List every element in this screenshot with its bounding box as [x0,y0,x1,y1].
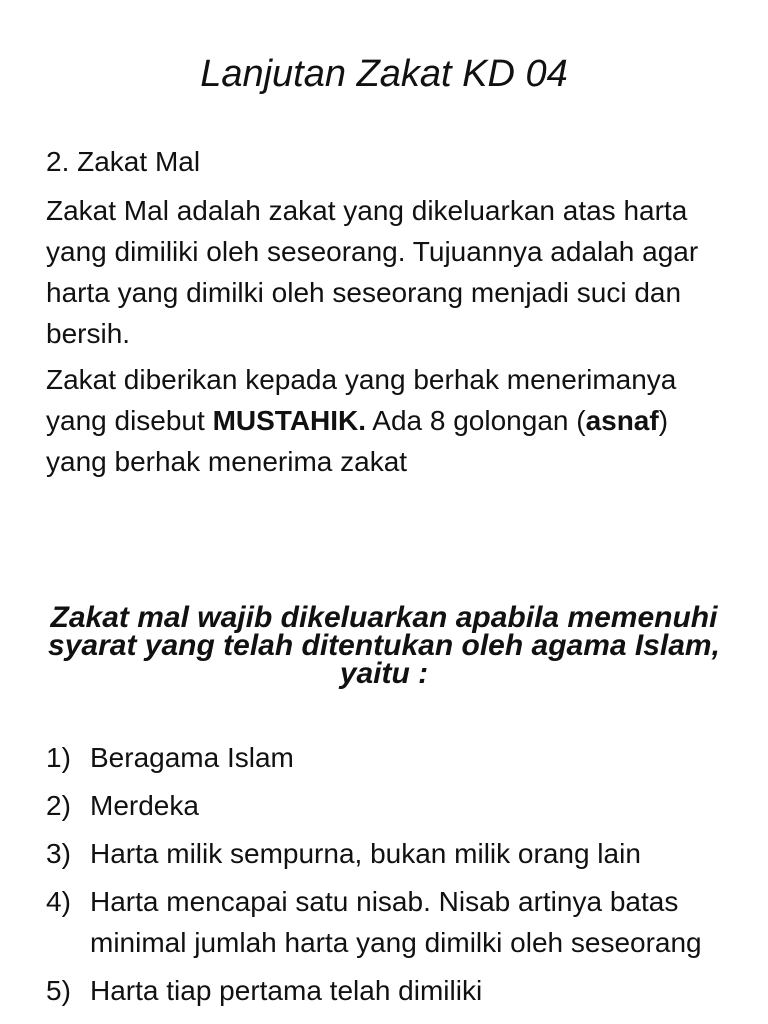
list-item-number: 5) [46,975,71,1006]
section-heading: 2. Zakat Mal [46,146,201,177]
list-item-number: 2) [46,790,71,821]
zakat-mal-definition: Zakat Mal adalah zakat yang dikeluarkan atas harta yang dimiliki oleh seseorang. Tujuannya adalah agar harta yang dimilki oleh seseorang menjadi suci dan bersih. [46,195,699,349]
slide-title: Lanjutan Zakat KD 04 [200,53,568,95]
list-item-text: Harta tiap pertama telah dimiliki [90,975,483,1006]
list-item-text: Harta mencapai satu nisab. Nisab artinya batas minimal jumlah harta yang dimilki oleh seseorang [90,886,702,958]
list-item-number: 4) [46,886,71,917]
list-item-text: Harta milik sempurna, bukan milik orang lain [90,838,641,869]
requirements-subtitle: Zakat mal wajib dikeluarkan apabila memenuhi syarat yang telah ditentukan oleh agama Islam, yaitu : [48,601,720,690]
list-item [46,881,736,963]
list-item [46,833,736,874]
mustahik-paragraph [46,359,736,482]
mustahik-text-part1: Zakat diberikan kepada yang berhak menerimanya yang disebut [46,364,677,436]
list-item-number: 1) [46,742,71,773]
mustahik-text-part2: Ada 8 golongan ( [366,405,586,436]
list-item-number: 3) [46,838,71,869]
list-item [46,785,736,826]
requirements-list [46,737,736,1018]
list-item-text: Beragama Islam [90,742,294,773]
list-item [46,970,736,1011]
list-item [46,737,736,778]
asnaf-term: asnaf [585,405,659,436]
mustahik-text-part3: ) yang berhak menerima zakat [46,405,669,477]
mustahik-term: MUSTAHIK. [212,405,367,436]
list-item-text: Merdeka [90,790,199,821]
